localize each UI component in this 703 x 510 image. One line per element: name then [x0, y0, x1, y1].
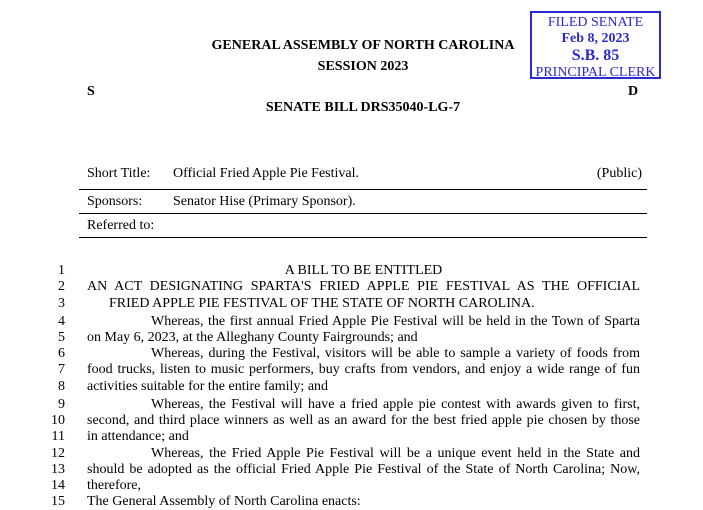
info-divider-1 — [79, 189, 647, 190]
line-number: 14 — [51, 478, 65, 493]
draft-letter-right: D — [628, 84, 639, 99]
sponsors-label: Sponsors: — [87, 194, 143, 209]
line-number: 7 — [58, 362, 65, 377]
stamp-line-filed: FILED SENATE — [547, 15, 644, 30]
bill-line: on May 6, 2023, at the Alleghany County Fairgrounds; and — [87, 330, 418, 345]
bill-line: AN ACT DESIGNATING SPARTA'S FRIED APPLE PIE FESTIVAL AS THE OFFICIAL — [87, 279, 640, 294]
bill-title: SENATE BILL DRS35040-LG-7 — [265, 100, 461, 115]
bill-line: Whereas, the Festival will have a fried apple pie contest with awards given to first, — [151, 397, 640, 412]
assembly-heading: GENERAL ASSEMBLY OF NORTH CAROLINA — [211, 38, 515, 53]
bill-line: food trucks, listen to music performers, buy crafts from vendors, and enjoy a wide range of fun — [87, 362, 640, 377]
bill-line: The General Assembly of North Carolina enacts: — [87, 494, 361, 509]
bill-line: should be adopted as the official Fried Apple Pie Festival of the State of North Carolina; Now, — [87, 462, 640, 477]
line-number: 13 — [51, 462, 65, 477]
bill-line: second, and third place winners as well as an award for the best fried apple pie chosen by those — [87, 413, 640, 428]
referred-label: Referred to: — [87, 218, 155, 233]
line-number: 12 — [51, 446, 65, 461]
bill-line: Whereas, the Fried Apple Pie Festival will be a unique event held in the State and — [151, 446, 640, 461]
bill-line: in attendance; and — [87, 429, 189, 444]
line-number: 1 — [58, 263, 65, 278]
chamber-letter-left: S — [87, 84, 95, 99]
filing-stamp — [530, 11, 661, 79]
bill-line: FRIED APPLE PIE FESTIVAL OF THE STATE OF NORTH CAROLINA. — [109, 296, 535, 311]
line-number: 8 — [58, 379, 65, 394]
bill-line: activities suitable for the entire family; and — [87, 379, 329, 394]
line-number: 4 — [58, 314, 65, 329]
stamp-line-clerk: PRINCIPAL CLERK — [535, 65, 656, 80]
short-title-label: Short Title: — [87, 166, 151, 181]
sponsors-value: Senator Hise (Primary Sponsor). — [173, 194, 356, 209]
line-number: 6 — [58, 346, 65, 361]
line-number: 15 — [51, 494, 65, 509]
bill-line: A BILL TO BE ENTITLED — [284, 263, 443, 278]
public-label: (Public) — [596, 166, 642, 181]
short-title-value: Official Fried Apple Pie Festival. — [173, 166, 359, 181]
bill-line: Whereas, the first annual Fried Apple Pie Festival will be held in the Town of Sparta — [151, 314, 640, 329]
info-divider-2 — [79, 213, 647, 214]
bill-line: therefore, — [87, 478, 142, 493]
session-heading: SESSION 2023 — [317, 59, 409, 74]
line-number: 5 — [58, 330, 65, 345]
stamp-line-bill: S.B. 85 — [571, 47, 620, 64]
info-divider-3 — [79, 237, 647, 238]
line-number: 9 — [58, 397, 65, 412]
bill-line: Whereas, during the Festival, visitors will be able to sample a variety of foods from — [151, 346, 640, 361]
line-number: 10 — [51, 413, 65, 428]
line-number: 2 — [58, 279, 65, 294]
stamp-line-date: Feb 8, 2023 — [561, 31, 630, 46]
line-number: 3 — [58, 296, 65, 311]
line-number: 11 — [51, 429, 65, 444]
